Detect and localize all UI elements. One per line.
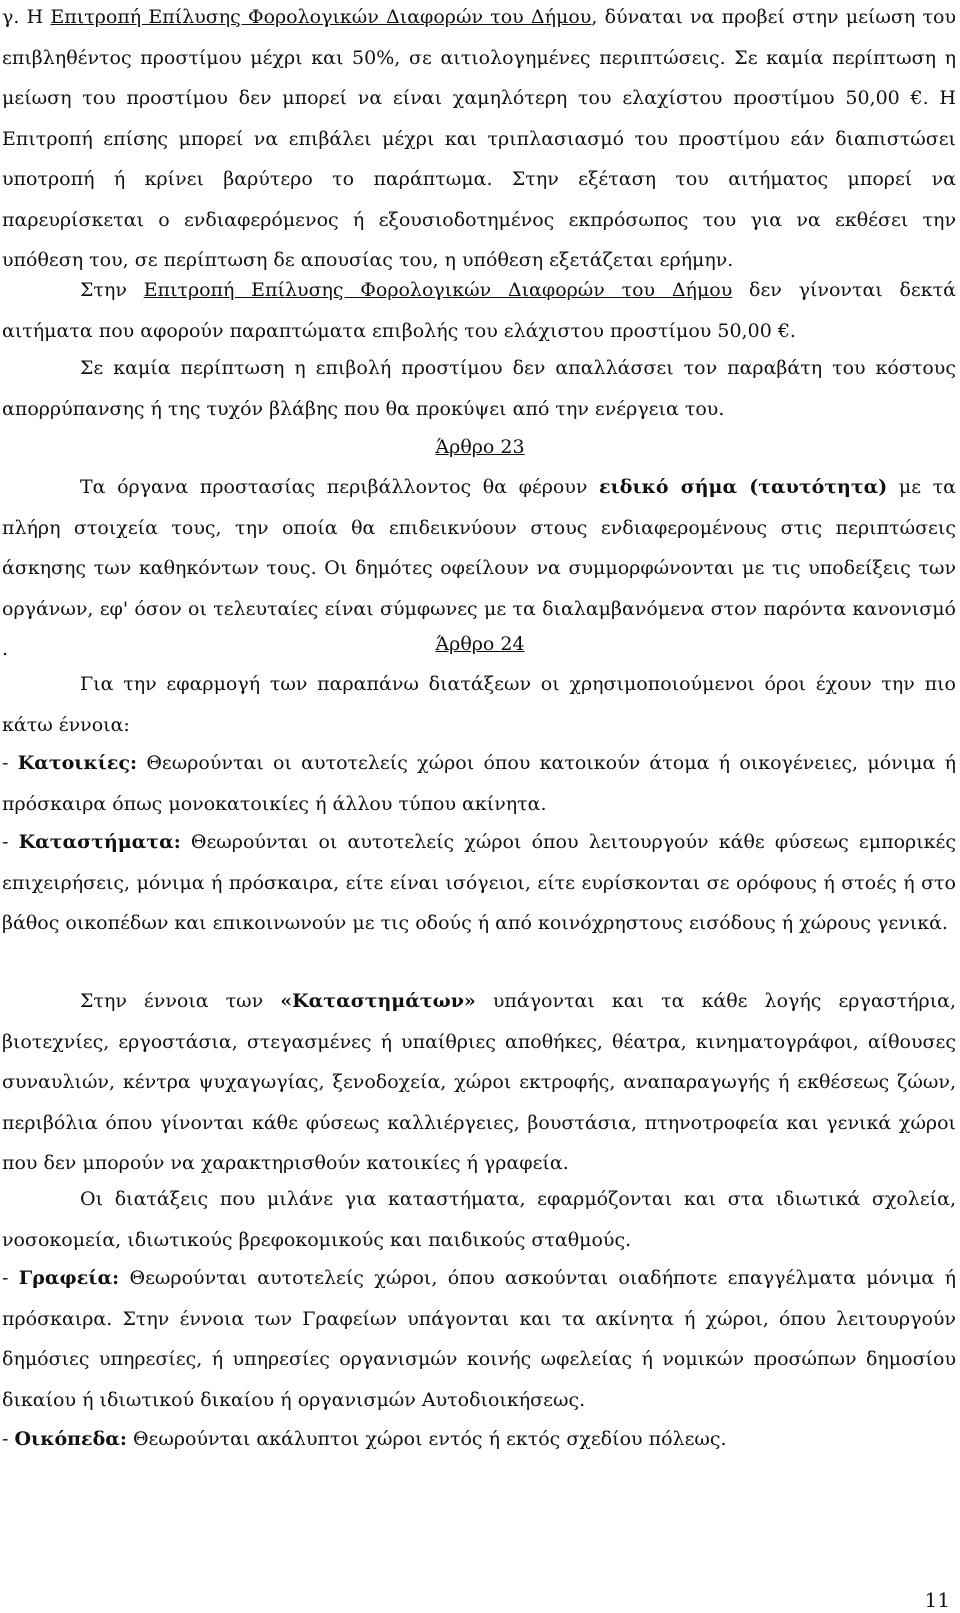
definition-text: Θεωρούνται οι αυτοτελείς χώροι όπου λειτουργούν κάθε φύσεως εμπορικές επιχειρήσεις, μόνιμα ή πρόσκαιρα, είτε είναι ισόγειοι, είτε ευρίσκονται σε ορόφους ή στοές ή στο βάθος οικοπέδων και επικοινωνούν με τις οδούς ή από κοινόχρηστους εισόδους ή χώρους γενικά. xyxy=(2,831,956,934)
definition-text: Θεωρούνται οι αυτοτελείς χώροι όπου κατοικούν άτομα ή οικογένειες, μόνιμα ή πρόσκαιρα όπως μονοκατοικίες ή άλλου τύπου ακίνητα. xyxy=(2,752,956,815)
paragraph-mitigation xyxy=(2,0,956,281)
emphasis-text: «Καταστημάτων» xyxy=(280,990,476,1012)
definition-text: Θεωρούνται αυτοτελείς χώροι, όπου ασκούνται οιαδήποτε επαγγέλματα μόνιμα ή πρόσκαιρα. Στην έννοια των Γραφείων υπάγονται και τα ακίνητα ή χώροι, όπου λειτουργούν δημόσιες υπηρεσίες, ή υπηρεσίες οργανισμών κοινής ωφελείας ή νομικών προσώπων δημοσίου δικαίου ή ιδιωτικού δικαίου ή οργανισμών Αυτοδιοικήσεως. xyxy=(2,1267,956,1411)
paragraph-text: με τα πλήρη στοιχεία τους, την οποία θα επιδεικνύουν στους ενδιαφερομένους στις περιπτώσεις άσκησης των καθηκόντων τους. Οι δημότες οφείλουν να συμμορφώνονται με τις υποδείξεις των οργάνων, εφ' όσον οι τελευταίες είναι σύμφωνες με τα διαλαμβανόμενα στον παρόντα κανονισμό . xyxy=(2,476,956,660)
paragraph-text: δεν γίνονται δεκτά αιτήματα που αφορούν παραπτώματα επιβολής του ελάχιστου προστίμου 50,00 €. xyxy=(2,279,956,342)
page-number: 11 xyxy=(924,1588,950,1612)
paragraph-prefix: γ. Η xyxy=(2,6,51,28)
paragraph-cleanup-cost: Σε καμία περίπτωση η επιβολή προστίμου δεν απαλλάσσει τον παραβάτη του κόστους απορρύπανσης ή της τυχόν βλάβης που θα προκύψει από την ενέργεια του. xyxy=(2,357,956,420)
paragraph-text: , δύναται να προβεί στην μείωση του επιβληθέντος προστίμου μέχρι και 50%, σε αιτιολογημένες περιπτώσεις. Σε καμία περίπτωση η μείωση του προστίμου δεν μπορεί να είναι χαμηλότερη του ελαχίστου προστίμου 50,00 €. Η Επιτροπή επίσης μπορεί να επιβάλει μέχρι και τριπλασιασμό του προστίμου εάν διαπιστώσει υποτροπή ή κρίνει βαρύτερο το παράπτωμα. Στην εξέταση του αιτήματος μπορεί να παρευρίσκεται ο ενδιαφερόμενος ή εξουσιοδοτημένος εκπρόσωπος του για να εκθέσει την υπόθεση του, σε περίπτωση δε απουσίας του, η υπόθεση εξετάζεται ερήμην. xyxy=(2,6,956,271)
committee-reference: Επιτροπή Επίλυσης Φορολογικών Διαφορών του Δήμου xyxy=(143,279,733,301)
definition-shops xyxy=(2,822,956,944)
paragraph-minimum-fine xyxy=(2,270,956,351)
definition-term: Κατοικίες: xyxy=(17,752,138,774)
list-dash: - xyxy=(2,752,18,774)
article-title: Άρθρο 24 xyxy=(435,633,525,655)
definition-residences xyxy=(2,743,956,824)
paragraph-text: Στην έννοια των xyxy=(80,990,281,1012)
paragraph-shops-provisions: Οι διατάξεις που μιλάνε για καταστήματα, εφαρμόζονται και στα ιδιωτικά σχολεία, νοσοκομεία, ιδιωτικούς βρεφοκομικούς και παιδικούς σταθμούς. xyxy=(2,1188,956,1251)
article-24-heading xyxy=(0,624,960,664)
paragraph-text: Τα όργανα προστασίας περιβάλλοντος θα φέρουν xyxy=(80,476,600,498)
list-dash: - xyxy=(2,831,19,853)
definition-plots xyxy=(2,1419,956,1460)
list-dash: - xyxy=(2,1428,15,1450)
committee-reference: Επιτροπή Επίλυσης Φορολογικών Διαφορών του Δήμου xyxy=(50,6,592,28)
article-title: Άρθρο 23 xyxy=(435,436,525,458)
list-dash: - xyxy=(2,1267,19,1289)
paragraph-text: υπάγονται και τα κάθε λογής εργαστήρια, βιοτεχνίες, εργοστάσια, στεγασμένες ή υπαίθριες αποθήκες, θέατρα, κινηματογράφοι, αίθουσες συναυλιών, κέντρα ψυχαγωγίας, ξενοδοχεία, χώροι εκτροφής, αναπαραγωγής ή εκθέσεως ζώων, περιβόλια όπου γίνονται κάθε φύσεως καλλιέργειες, βουστάσια, πτηνοτροφεία και γενικά χώροι που δεν μπορούν να χαρακτηρισθούν κατοικίες ή γραφεία. xyxy=(2,990,957,1174)
paragraph-definitions-intro: Για την εφαρμογή των παραπάνω διατάξεων οι χρησιμοποιούμενοι όροι έχουν την πιο κάτω έννοια: xyxy=(2,673,956,736)
definition-term: Καταστήματα: xyxy=(18,831,181,853)
definition-offices xyxy=(2,1258,956,1420)
emphasis-text: ειδικό σήμα (ταυτότητα) xyxy=(599,476,888,498)
paragraph-shops-scope xyxy=(2,981,956,1184)
article-23-heading xyxy=(0,427,960,467)
definition-term: Οικόπεδα: xyxy=(14,1428,127,1450)
definition-text: Θεωρούνται ακάλυπτοι χώροι εντός ή εκτός σχεδίου πόλεως. xyxy=(126,1428,727,1450)
paragraph-prefix: Στην xyxy=(80,279,144,301)
definition-term: Γραφεία: xyxy=(18,1267,120,1289)
